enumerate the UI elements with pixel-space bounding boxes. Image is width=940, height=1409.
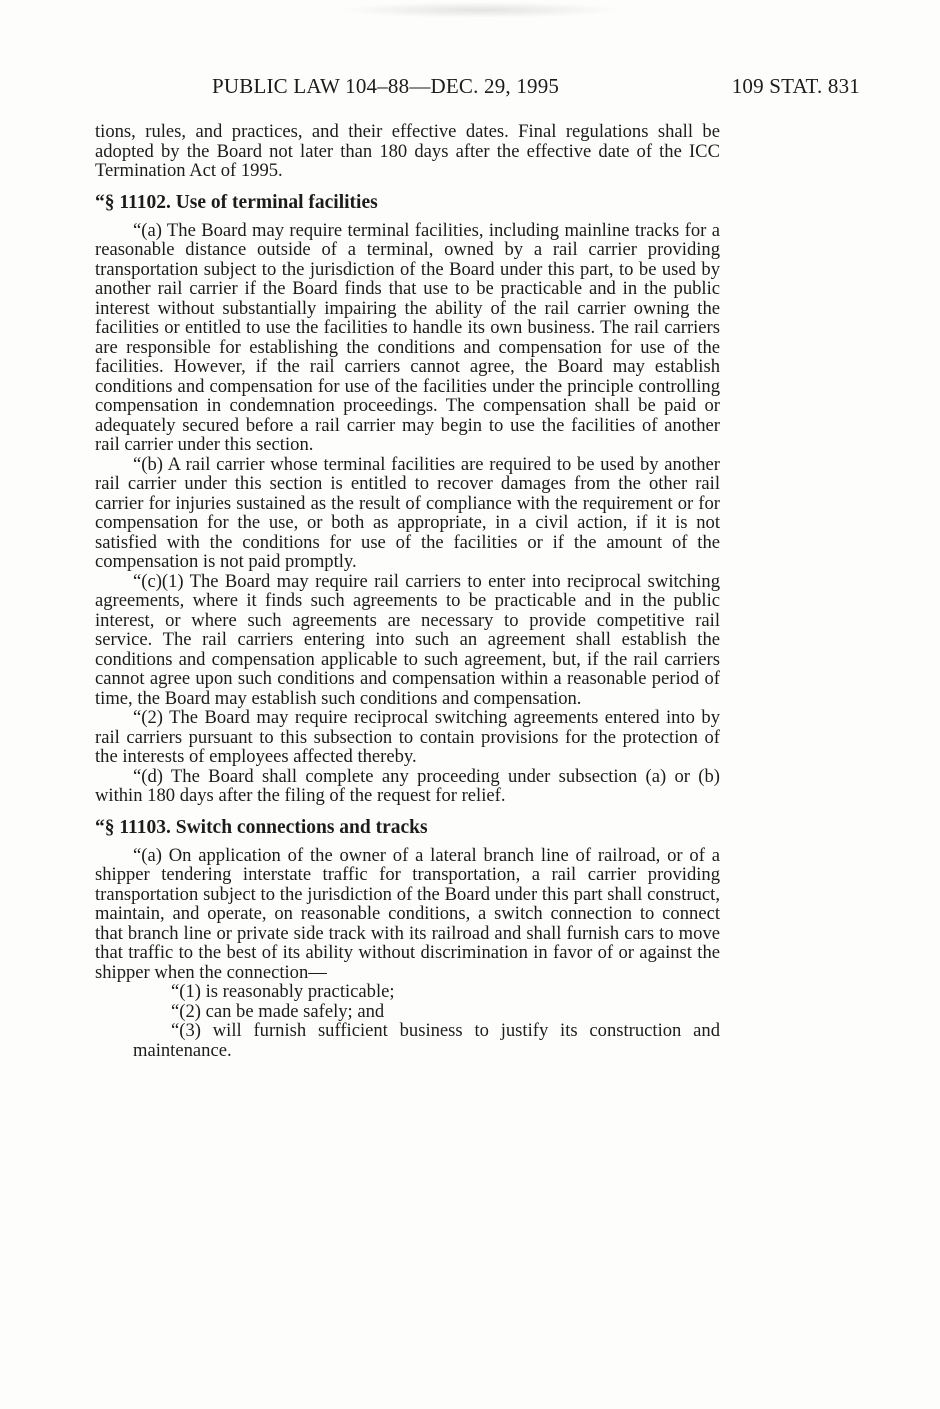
section-heading-11103: “§ 11103. Switch connections and tracks — [95, 816, 428, 838]
paragraph-11102-c2: “(2) The Board may require reciprocal switching agreements entered into by rail carriers pursuant to this subsection to contain provisions for the protection of the interests of employees affected thereby. — [95, 707, 720, 767]
paragraph-11102-c1: “(c)(1) The Board may require rail carriers to enter into reciprocal switching agreements, where it finds such agreements to be practicable and in the public interest, or where such agreements are necessary to provide competitive rail service. The rail carriers entering into such an agreement shall establish the conditions and compensation applicable to such agreement, but, if the rail carriers cannot agree upon such conditions and compensation within a reasonable period of time, the Board may establish such conditions and compensation. — [95, 570, 720, 709]
list-item: “(3) will furnish sufficient business to justify its construction and maintenance. — [133, 1020, 720, 1061]
scan-artifact — [340, 2, 620, 18]
list-item: “(1) is reasonably practicable; — [171, 981, 395, 1002]
body-text — [95, 122, 720, 1060]
list-item: “(2) can be made safely; and — [171, 1000, 385, 1022]
law-title: PUBLIC LAW 104–88—DEC. 29, 1995 — [212, 74, 560, 98]
intro-paragraph: tions, rules, and practices, and their effective dates. Final regulations shall be adopted by the Board not later than 180 days after the effective date of the ICC Termination Act of 1995. — [95, 121, 720, 181]
paragraph-11102-d: “(d) The Board shall complete any proceeding under subsection (a) or (b) within 180 days after the filing of the request for relief. — [95, 765, 720, 806]
paragraph-11103-a: “(a) On application of the owner of a lateral branch line of railroad, or of a shipper tendering interstate traffic for transportation, a rail carrier providing transportation subject to the jurisdiction of the Board under this part shall construct, maintain, and operate, on reasonable conditions, a switch connection to connect that branch line or private side track with its railroad and shall furnish cars to move that traffic to the best of its ability without discrimination in favor of or against the shipper when the connection— — [95, 844, 720, 983]
paragraph-11102-a: “(a) The Board may require terminal facilities, including mainline tracks for a reasonable distance outside of a terminal, owned by a rail carrier providing transportation subject to the jurisdiction of the Board under this part, to be used by another rail carrier if the Board finds that use to be practicable and in the public interest without substantially impairing the ability of the rail carrier owning the facilities or entitled to use the facilities to handle its own business. The rail carriers are responsible for establishing the conditions and compensation for use of the facilities. However, if the rail carriers cannot agree, the Board may establish conditions and compensation for use of the facilities under the principle controlling compensation in condemnation proceedings. The compensation shall be paid or adequately secured before a rail carrier may begin to use the facilities of another rail carrier under this section. — [95, 219, 720, 455]
section-heading-11102: “§ 11102. Use of terminal facilities — [95, 191, 378, 213]
running-header — [0, 74, 940, 104]
paragraph-11102-b: “(b) A rail carrier whose terminal facilities are required to be used by another rail carrier under this section is entitled to recover damages from the other rail carrier for injuries sustained as the result of compliance with the requirement or for compensation for the use, or both as appropriate, in a civil action, if it is not satisfied with the conditions for use of the facilities or if the amount of the compensation is not paid promptly. — [95, 453, 720, 572]
statute-page-number: 109 STAT. 831 — [731, 74, 860, 98]
